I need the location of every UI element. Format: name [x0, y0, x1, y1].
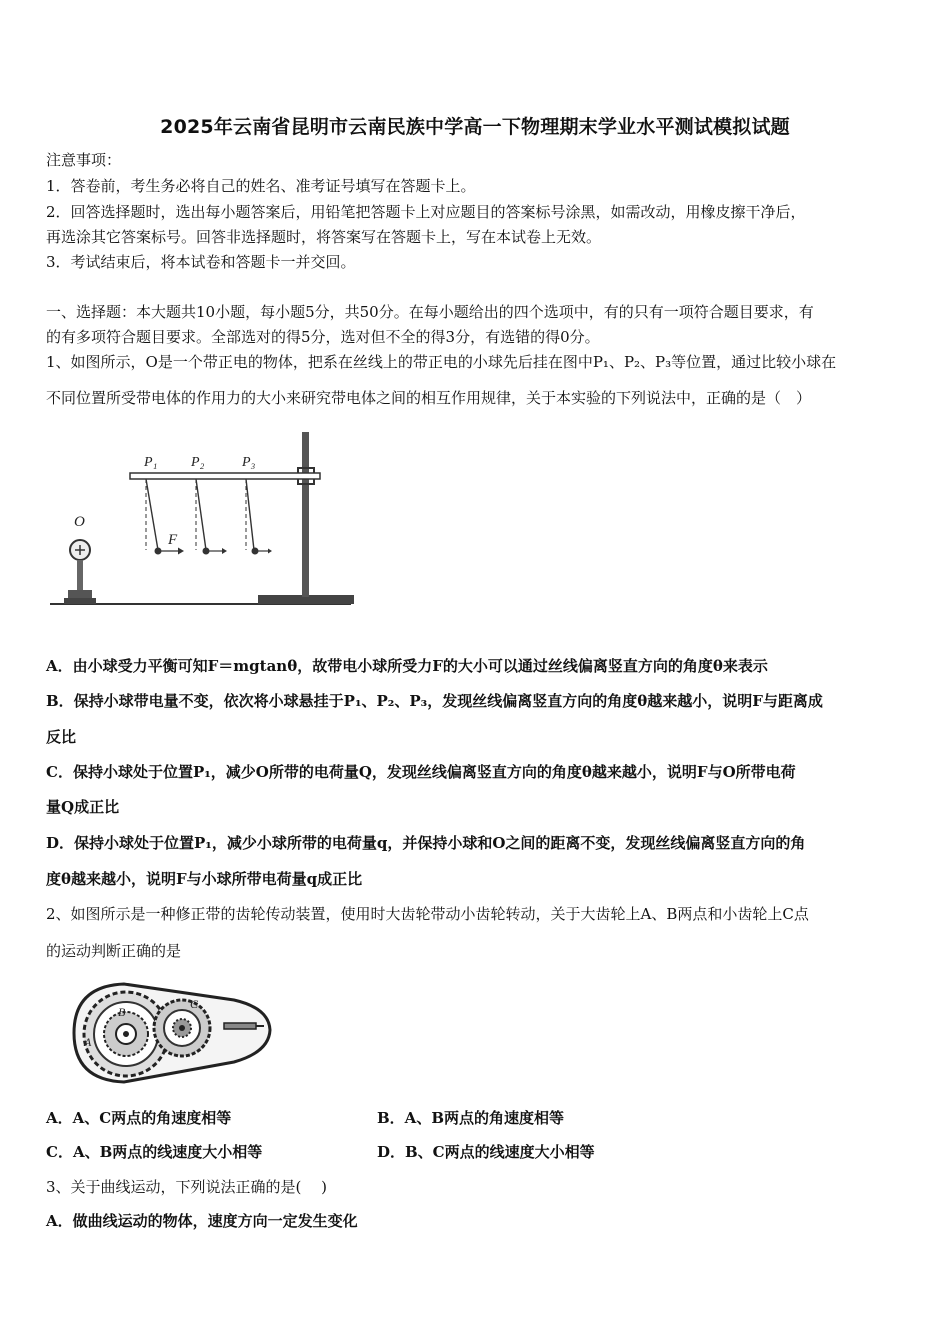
label-f: F — [168, 532, 178, 548]
label-o: O — [74, 514, 85, 530]
label-b: B — [118, 1005, 126, 1019]
notice-item-2-cont: 再选涂其它答案标号。回答非选择题时，将答案写在答题卡上，写在本试卷上无效。 — [46, 228, 602, 246]
label-p1: P₁ — [144, 455, 158, 470]
q2-stem-line-2: 的运动判断正确的是 — [46, 942, 182, 960]
section-intro-line-1: 一、选择题：本大题共10小题，每小题5分，共50分。在每小题给出的四个选项中，有的只有一项符合题目要求，有 — [46, 303, 814, 321]
q1-option-b-cont: 反比 — [46, 728, 77, 746]
notice-item-3: 3．考试结束后，将本试卷和答题卡一并交回。 — [46, 253, 356, 271]
label-a: A — [84, 1035, 92, 1049]
horizontal-bar — [130, 473, 320, 479]
ball-p3 — [252, 548, 259, 555]
insulating-stand — [77, 560, 83, 590]
q1-option-d[interactable]: D．保持小球处于位置P₁，减少小球所带的电荷量q，并保持小球和O之间的距离不变，发现丝线偏离竖直方向的角 — [46, 834, 806, 852]
q2-figure — [64, 978, 276, 1086]
q1-option-c[interactable]: C．保持小球处于位置P₁，减少O所带的电荷量Q，发现丝线偏离竖直方向的角度θ越来越小，说明F与O所带电荷 — [46, 763, 796, 781]
notice-item-2: 2．回答选择题时，选出每小题答案后，用铅笔把答题卡上对应题目的答案标号涂黑，如需改动，用橡皮擦干净后， — [46, 203, 806, 221]
q1-stem-line-1: 1、如图所示，O是一个带正电的物体，把系在丝线上的带正电的小球先后挂在图中P₁、P₂、P₃等位置，通过比较小球在 — [46, 353, 837, 371]
q1-option-d-cont: 度θ越来越小，说明F与小球所带电荷量q成正比 — [46, 870, 363, 888]
label-p3: P₃ — [242, 455, 256, 470]
notice-heading: 注意事项： — [46, 151, 122, 169]
notice-item-1: 1．答卷前，考生务必将自己的姓名、准考证号填写在答题卡上。 — [46, 177, 476, 195]
ball-p2 — [203, 548, 210, 555]
q1-option-c-cont: 量Q成正比 — [46, 798, 120, 816]
q2-option-d[interactable]: D．B、C两点的线速度大小相等 — [377, 1143, 595, 1161]
section-intro-line-2: 的有多项符合题目要求。全部选对的得5分，选对但不全的得3分，有选错的得0分。 — [46, 328, 600, 346]
tape-head — [224, 1023, 256, 1029]
q1-stem-line-2: 不同位置所受带电体的作用力的大小来研究带电体之间的相互作用规律，关于本实验的下列说法中，正确的是（ ） — [46, 389, 812, 407]
thread-p1 — [146, 479, 158, 550]
q2-stem-line-1: 2、如图所示是一种修正带的齿轮传动装置，使用时大齿轮带动小齿轮转动，关于大齿轮上A、B两点和小齿轮上C点 — [46, 905, 809, 923]
thread-p3 — [246, 479, 254, 550]
q1-option-b[interactable]: B．保持小球带电量不变，依次将小球悬挂于P₁、P₂、P₃，发现丝线偏离竖直方向的角度θ越来越小，说明F与距离成 — [46, 692, 823, 710]
q1-figure — [46, 428, 366, 610]
q1-option-a[interactable]: A．由小球受力平衡可知F＝mgtanθ，故带电小球所受力F的大小可以通过丝线偏离竖直方向的角度θ来表示 — [46, 657, 768, 675]
ball-p1 — [155, 548, 162, 555]
label-p2: P₂ — [191, 455, 205, 470]
q2-option-c[interactable]: C．A、B两点的线速度大小相等 — [46, 1143, 263, 1161]
stand-pole — [302, 432, 309, 597]
label-c: C — [190, 997, 199, 1011]
q3-stem: 3、关于曲线运动，下列说法正确的是( ) — [46, 1178, 328, 1196]
page-title: 2025年云南省昆明市云南民族中学高一下物理期末学业水平测试模拟试题 — [160, 116, 790, 138]
q2-option-b[interactable]: B．A、B两点的角速度相等 — [377, 1109, 564, 1127]
thread-p2 — [196, 479, 206, 550]
q2-option-a[interactable]: A．A、C两点的角速度相等 — [46, 1109, 232, 1127]
q3-option-a[interactable]: A．做曲线运动的物体，速度方向一定发生变化 — [46, 1212, 358, 1230]
